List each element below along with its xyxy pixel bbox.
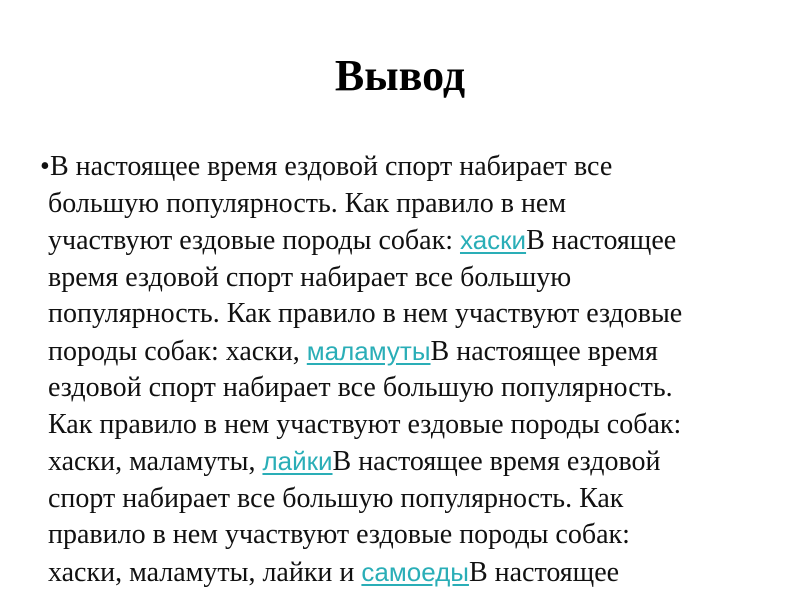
text-line [48, 296, 778, 333]
line-text: время ездовой спорт набирает все большую [48, 261, 572, 293]
line-text: В настоящее время [430, 335, 658, 367]
line-text: В настоящее время ездовой спорт набирает все [50, 151, 613, 182]
line-text: участвуют ездовые породы собак: [48, 225, 460, 256]
text-line [48, 407, 778, 444]
text-line [48, 186, 778, 223]
text-line [48, 260, 778, 297]
line-text: ездовой спорт набирает все большую популярность. [48, 372, 673, 403]
text-line [48, 554, 778, 592]
text-line [48, 333, 778, 371]
text-line [48, 481, 778, 518]
highlight-link-husky[interactable]: хаски [459, 225, 527, 255]
line-text: породы собак: хаски, [48, 335, 307, 367]
text-line [48, 222, 778, 260]
slide-title: Вывод [334, 51, 466, 100]
text-line [40, 149, 778, 186]
line-text: хаски, маламуты, лайки и [48, 556, 362, 588]
text-line [48, 517, 778, 554]
line-text: В настоящее время ездовой [332, 446, 661, 477]
highlight-link-malamute[interactable]: маламуты [306, 335, 431, 366]
text-line [48, 370, 778, 407]
slide-body-text [40, 149, 778, 591]
line-text: спорт набирает все большую популярность. Как [48, 482, 624, 514]
highlight-link-laika[interactable]: лайки [262, 446, 333, 476]
line-text: популярность. Как правило в нем участвуют ездовые [48, 298, 683, 329]
line-text: Как правило в нем участвуют ездовые породы собак: [48, 408, 682, 440]
line-text: правило в нем участвуют ездовые породы собак: [48, 519, 630, 550]
line-text: большую популярность. Как правило в нем [48, 187, 567, 219]
line-text: В настоящее [526, 225, 677, 256]
text-line [48, 443, 778, 481]
line-text: В настоящее [468, 556, 620, 588]
line-text: хаски, маламуты, [48, 446, 263, 477]
bullet-icon: • [40, 151, 50, 182]
highlight-link-samoyed[interactable]: самоеды [361, 556, 469, 587]
